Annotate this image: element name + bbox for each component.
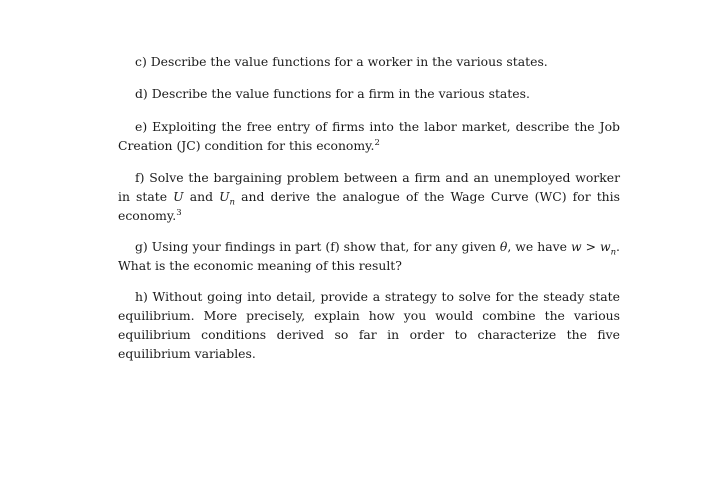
variable-U: U	[173, 189, 184, 204]
question-h-text: h) Without going into detail, provide a strategy to solve for the steady state equilibrium. More precisely, explain how you would combine the various equilibrium conditions derived so far in order to characterize the five equilibrium variables.	[118, 289, 620, 361]
question-h	[118, 287, 620, 363]
question-g-text-3: . What is the economic meaning of this result?	[118, 239, 620, 273]
question-f-text-1: f) Solve the bargaining problem between a firm and an unemployed worker in state	[118, 170, 620, 204]
question-f	[118, 168, 620, 225]
variable-Un-base: U	[219, 189, 230, 204]
question-e-text: e) Exploiting the free entry of firms into the labor market, describe the Job Creation (JC) condition for this economy.	[118, 119, 620, 153]
footnote-mark-3: 3	[176, 207, 182, 218]
greater-than-sign: >	[581, 239, 600, 254]
footnote-mark-2: 2	[374, 137, 380, 148]
question-f-text-2: and derive the analogue of the Wage Curve (WC) for this economy.	[118, 189, 620, 223]
variable-wn-base: w	[599, 239, 611, 254]
question-d-text: d) Describe the value functions for a firm in the various states.	[135, 86, 530, 101]
document-page	[118, 52, 620, 377]
question-c-text: c) Describe the value functions for a worker in the various states.	[135, 54, 548, 69]
variable-Un-subscript: n	[229, 197, 236, 208]
question-g-text-1: g) Using your findings in part (f) show that, for any given	[135, 239, 500, 254]
variable-theta: θ	[499, 239, 508, 254]
question-g	[118, 237, 620, 275]
question-f-and: and	[183, 189, 220, 204]
variable-wn	[599, 239, 617, 258]
variable-wn-subscript: n	[610, 247, 617, 258]
question-e	[118, 117, 620, 155]
question-c	[118, 52, 620, 71]
question-d	[118, 84, 620, 103]
variable-Un	[219, 189, 236, 208]
variable-w: w	[570, 239, 582, 254]
question-g-text-2: , we have	[507, 239, 571, 254]
